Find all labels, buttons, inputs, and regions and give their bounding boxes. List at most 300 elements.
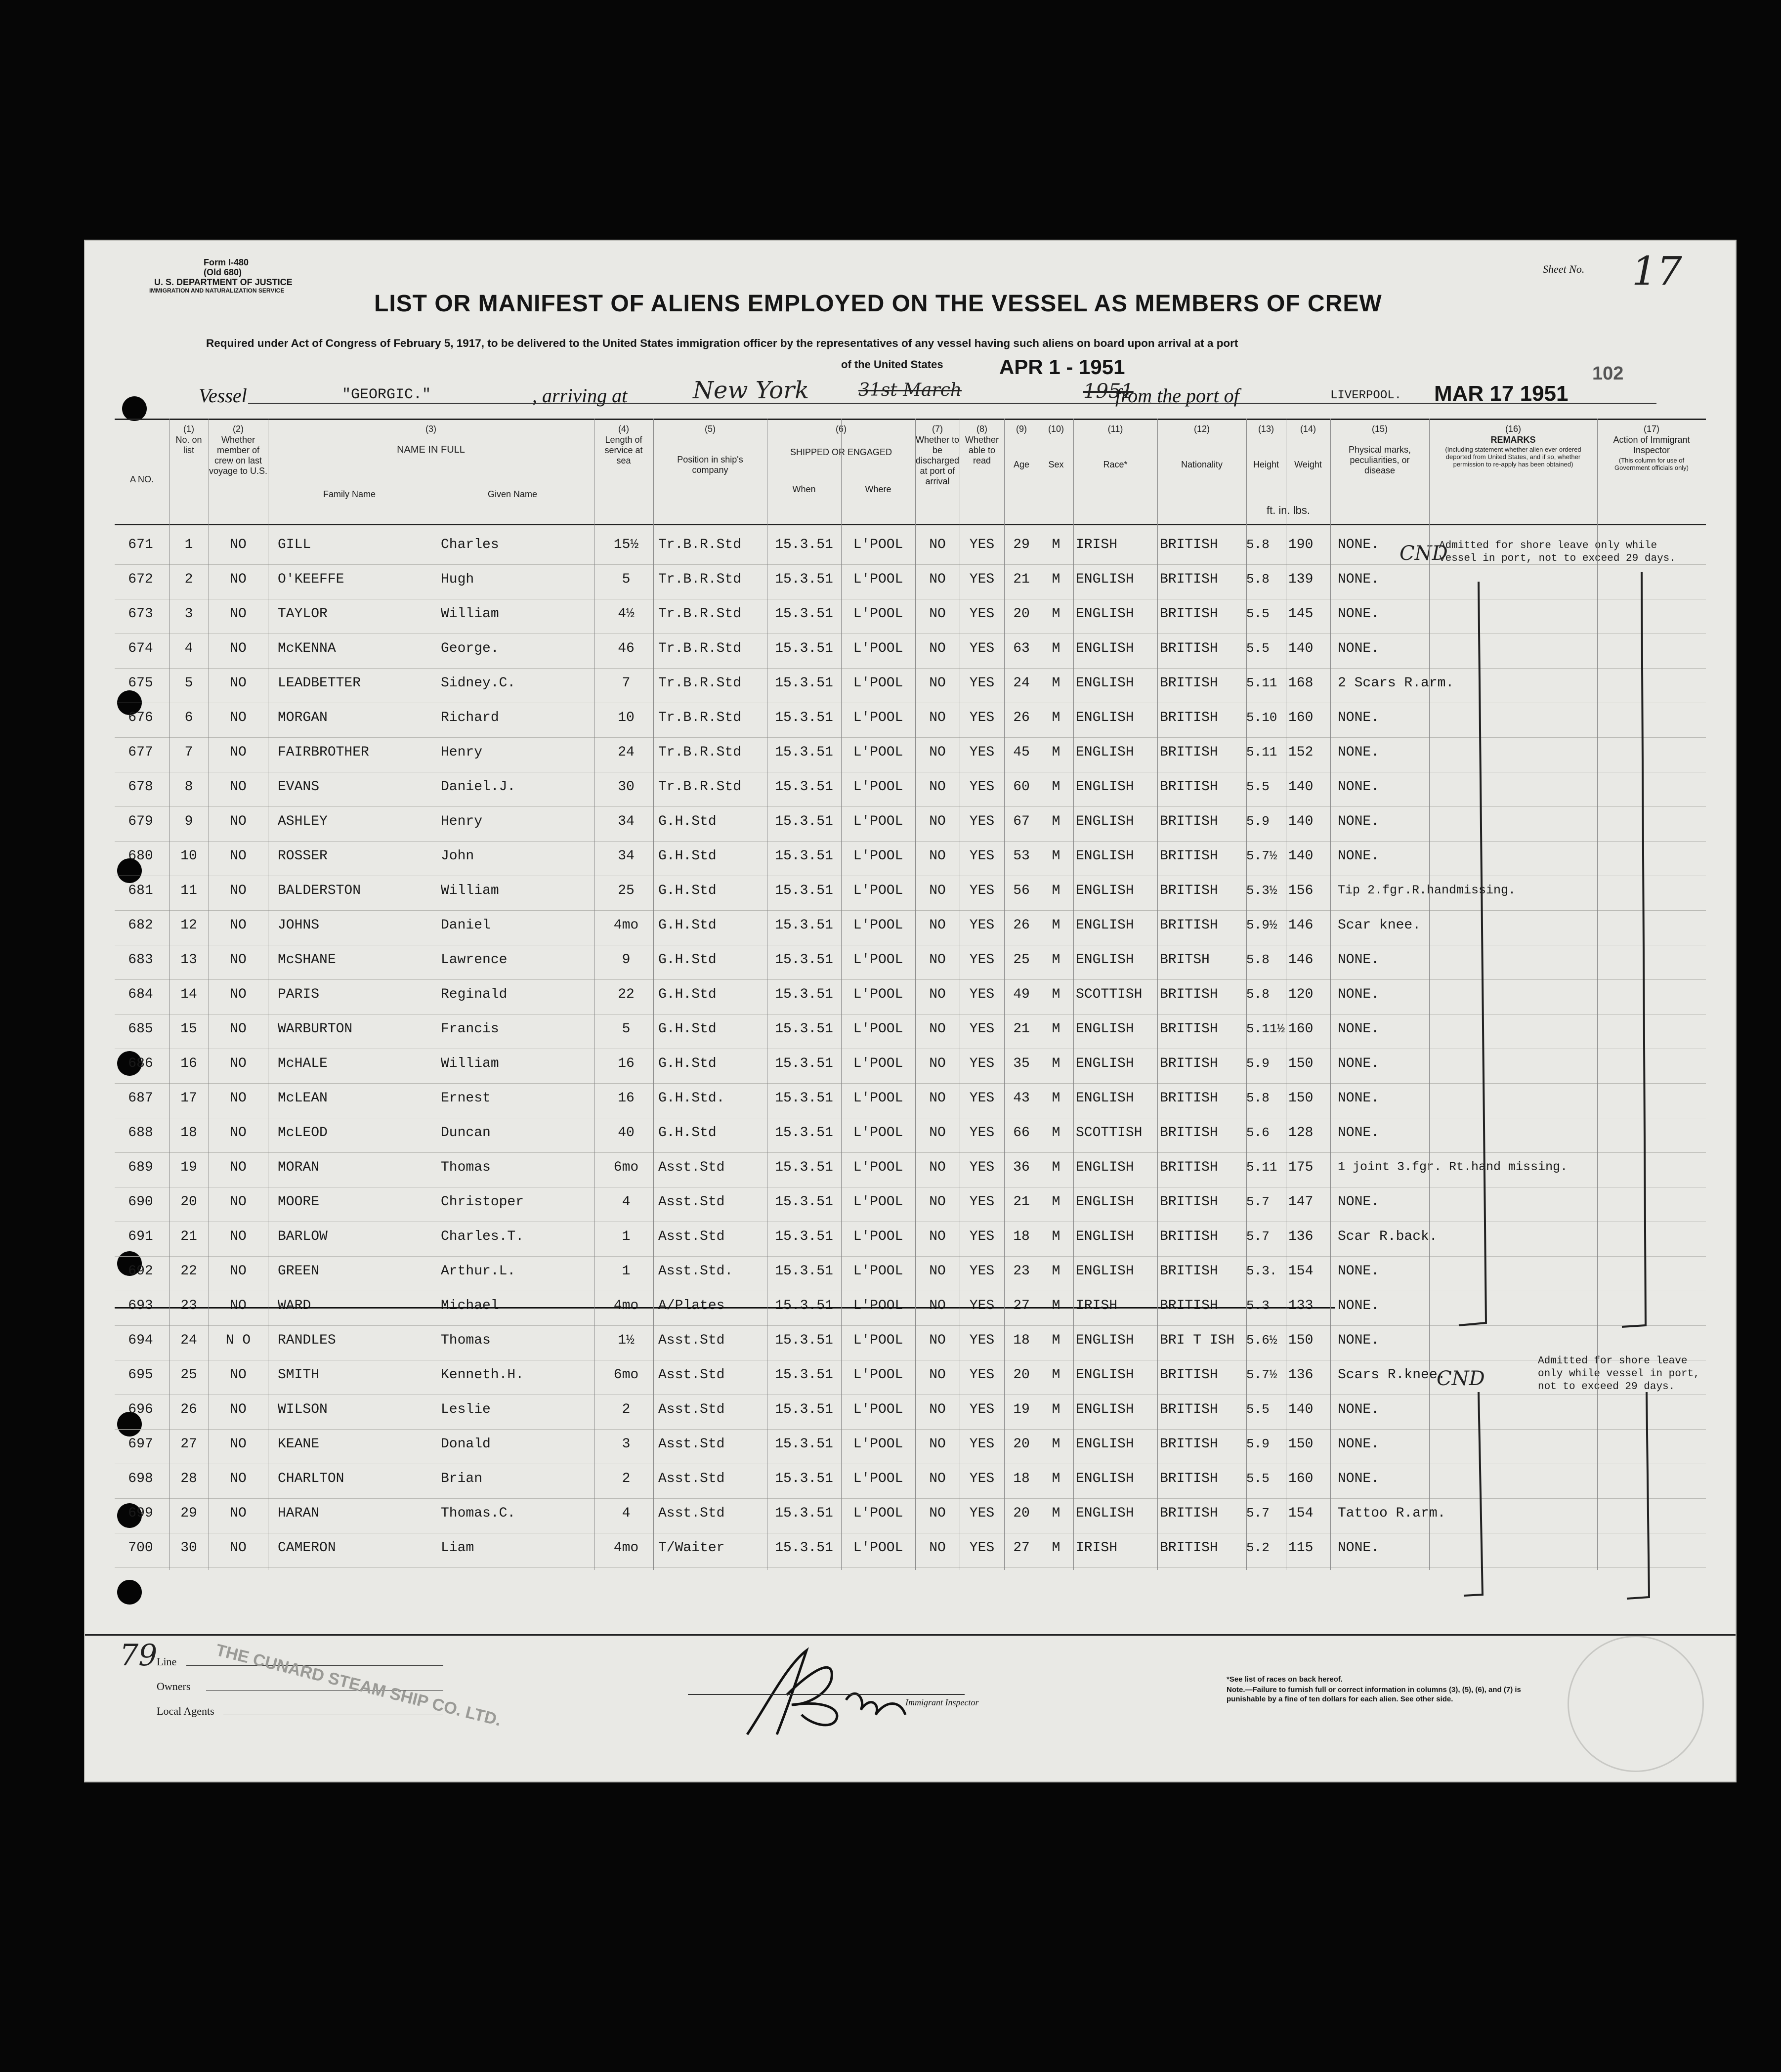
cell-prev-voyage: NO [230,1125,247,1141]
cell-service: 34 [618,814,635,829]
col-num-14: (14) [1300,424,1316,434]
cell-read: YES [969,1056,995,1071]
cell-height: 5.5 [1246,606,1270,621]
cell-sex: M [1052,745,1060,760]
cell-age: 21 [1013,572,1030,587]
cell-family-name: McHALE [278,1056,328,1071]
cell-service: 25 [618,883,635,898]
col-num-12: (12) [1193,424,1210,434]
cell-where: L'POOL [853,779,903,795]
cell-nationality: BRITISH [1160,537,1218,552]
cell-position: Tr.B.R.Std [658,537,742,552]
manifest-title: LIST OR MANIFEST OF ALIENS EMPLOYED ON THE VESSEL AS MEMBERS OF CREW [374,291,1382,317]
cell-read: YES [969,572,995,587]
cell-read: YES [969,1402,995,1417]
cell-a-no: 681 [128,883,153,898]
cell-where: L'POOL [853,1125,903,1141]
cell-read: YES [969,1125,995,1141]
cell-marks: 1 joint 3.fgr. Rt.hand missing. [1338,1160,1568,1174]
cell-race: ENGLISH [1076,1264,1134,1279]
cell-sex: M [1052,1333,1060,1348]
cell-service: 10 [618,710,635,725]
cell-sex: M [1052,1021,1060,1037]
cell-marks: NONE. [1338,710,1380,725]
departure-port: LIVERPOOL. [1330,389,1402,402]
cell-where: L'POOL [853,1437,903,1452]
cell-discharged: NO [929,1506,946,1521]
cell-race: ENGLISH [1076,814,1134,829]
cell-given-name: Thomas [441,1333,491,1348]
cell-where: L'POOL [853,1160,903,1175]
cell-prev-voyage: NO [230,745,247,760]
cell-service: 6mo [613,1367,639,1383]
cell-given-name: William [441,606,499,622]
cell-service: 5 [622,572,631,587]
cell-marks: NONE. [1338,606,1380,622]
cell-prev-voyage: NO [230,814,247,829]
cell-service: 7 [622,676,631,691]
cell-family-name: ASHLEY [278,814,328,829]
cell-discharged: NO [929,676,946,691]
col-head-8: Whether able to read [965,435,999,465]
cell-height: 5.11½ [1246,1021,1285,1036]
cell-service: 4½ [618,606,635,622]
cell-age: 20 [1013,1506,1030,1521]
cell-given-name: Charles [441,537,499,552]
cell-discharged: NO [929,641,946,656]
cell-prev-voyage: NO [230,1264,247,1279]
cell-no: 25 [180,1367,197,1383]
cell-age: 26 [1013,918,1030,933]
cell-where: L'POOL [853,1540,903,1556]
cell-position: Tr.B.R.Std [658,745,742,760]
cell-given-name: Kenneth.H. [441,1367,524,1383]
cell-sex: M [1052,1194,1060,1210]
cell-read: YES [969,710,995,725]
cell-sex: M [1052,848,1060,864]
cell-position: G.H.Std [658,1021,717,1037]
cell-no: 30 [180,1540,197,1556]
cell-nationality: BRITISH [1160,814,1218,829]
bracket-marks [85,241,1736,1781]
cell-nationality: BRI T ISH [1160,1333,1235,1348]
cell-position: Tr.B.R.Std [658,606,742,622]
cell-service: 4 [622,1194,631,1210]
cell-when: 15.3.51 [775,848,833,864]
cell-nationality: BRITISH [1160,918,1218,933]
cell-when: 15.3.51 [775,1021,833,1037]
cell-height: 5.6½ [1246,1333,1277,1348]
cell-when: 15.3.51 [775,779,833,795]
col-head-11: Race* [1103,460,1128,469]
cell-read: YES [969,952,995,968]
cell-where: L'POOL [853,1021,903,1037]
cell-discharged: NO [929,952,946,968]
cell-where: L'POOL [853,572,903,587]
col-num-7: (7) [932,424,943,434]
cell-family-name: HARAN [278,1506,320,1521]
cell-given-name: Lawrence [441,952,508,968]
cell-family-name: SMITH [278,1367,320,1383]
cell-where: L'POOL [853,1091,903,1106]
cell-age: 18 [1013,1471,1030,1486]
cell-a-no: 675 [128,676,153,691]
col-num-9: (9) [1016,424,1027,434]
cell-a-no: 692 [128,1264,153,1279]
cell-family-name: BARLOW [278,1229,328,1244]
cell-position: Asst.Std [658,1471,725,1486]
cell-nationality: BRITISH [1160,1125,1218,1141]
cell-position: G.H.Std. [658,1091,725,1106]
cell-service: 2 [622,1402,631,1417]
cell-read: YES [969,1194,995,1210]
cell-age: 18 [1013,1333,1030,1348]
cell-when: 15.3.51 [775,1160,833,1175]
cell-nationality: BRITISH [1160,1437,1218,1452]
cell-family-name: JOHNS [278,918,320,933]
cell-weight: 146 [1288,918,1314,933]
cell-prev-voyage: NO [230,572,247,587]
cell-service: 1 [622,1264,631,1279]
cell-prev-voyage: NO [230,710,247,725]
cell-race: ENGLISH [1076,883,1134,898]
cell-race: ENGLISH [1076,1437,1134,1452]
cell-given-name: Hugh [441,572,474,587]
cell-family-name: WARBURTON [278,1021,353,1037]
cell-height: 5.11 [1246,745,1277,760]
cell-marks: Tip 2.fgr.R.handmissing. [1338,883,1516,897]
cell-position: Tr.B.R.Std [658,572,742,587]
cell-prev-voyage: NO [230,1437,247,1452]
cell-given-name: Liam [441,1540,474,1556]
col-head-16: REMARKS [1490,435,1536,445]
cell-height: 5.2 [1246,1540,1270,1555]
cell-where: L'POOL [853,918,903,933]
cell-prev-voyage: NO [230,1021,247,1037]
cell-service: 2 [622,1471,631,1486]
cell-marks: NONE. [1338,1125,1380,1141]
cell-no: 3 [184,606,193,622]
cell-weight: 156 [1288,883,1314,898]
cell-prev-voyage: NO [230,987,247,1002]
cell-race: ENGLISH [1076,606,1134,622]
cell-where: L'POOL [853,1506,903,1521]
cell-height: 5.9 [1246,1437,1270,1451]
cell-age: 43 [1013,1091,1030,1106]
cell-position: Asst.Std. [658,1264,733,1279]
col-head-14: Weight [1294,460,1322,469]
cell-marks: NONE. [1338,1264,1380,1279]
cell-marks: NONE. [1338,987,1380,1002]
col-num-17: (17) [1643,424,1659,434]
cell-weight: 152 [1288,745,1314,760]
cell-nationality: BRITISH [1160,1402,1218,1417]
cell-no: 24 [180,1333,197,1348]
cell-family-name: FAIRBROTHER [278,745,369,760]
cell-age: 20 [1013,1437,1030,1452]
cell-where: L'POOL [853,987,903,1002]
form-old-number: (Old 680) [204,267,242,277]
department: U. S. DEPARTMENT OF JUSTICE [154,277,293,287]
cell-discharged: NO [929,537,946,552]
cell-given-name: Francis [441,1021,499,1037]
cell-position: G.H.Std [658,814,717,829]
cell-race: ENGLISH [1076,641,1134,656]
cell-marks: NONE. [1338,848,1380,864]
col-head-17: Action of Immigrant Inspector [1613,435,1690,455]
cell-a-no: 684 [128,987,153,1002]
cell-read: YES [969,848,995,864]
cell-a-no: 699 [128,1506,153,1521]
cell-age: 45 [1013,745,1030,760]
cell-age: 67 [1013,814,1030,829]
cell-family-name: CAMERON [278,1540,336,1556]
cell-height: 5.8 [1246,952,1270,967]
seal-stamp [1568,1636,1704,1772]
cell-marks: NONE. [1338,952,1380,968]
cell-age: 19 [1013,1402,1030,1417]
cell-prev-voyage: NO [230,952,247,968]
cell-prev-voyage: NO [230,1506,247,1521]
cell-height: 5.5 [1246,779,1270,794]
cell-nationality: BRITISH [1160,1021,1218,1037]
footer [85,1634,1736,1774]
cell-age: 56 [1013,883,1030,898]
cell-sex: M [1052,676,1060,691]
cell-given-name: Duncan [441,1125,491,1141]
cell-position: G.H.Std [658,1056,717,1071]
cell-prev-voyage: NO [230,1160,247,1175]
cell-discharged: NO [929,745,946,760]
cell-when: 15.3.51 [775,1471,833,1486]
cell-nationality: BRITISH [1160,1506,1218,1521]
cell-position: Asst.Std [658,1333,725,1348]
cell-race: ENGLISH [1076,779,1134,795]
cell-position: Tr.B.R.Std [658,779,742,795]
cell-where: L'POOL [853,641,903,656]
cell-given-name: Charles.T. [441,1229,524,1244]
col-head-15: Physical marks, peculiarities, or disease [1348,445,1411,475]
cell-sex: M [1052,572,1060,587]
cell-height: 5.5 [1246,1402,1270,1417]
inspector-label: Immigrant Inspector [905,1697,979,1707]
date-stamp-apr: APR 1 - 1951 [999,355,1125,379]
cell-nationality: BRITISH [1160,745,1218,760]
cell-weight: 160 [1288,710,1314,725]
cell-weight: 154 [1288,1506,1314,1521]
cell-marks: 2 Scars R.arm. [1338,676,1454,691]
cell-no: 7 [184,745,193,760]
cell-position: Asst.Std [658,1160,725,1175]
cell-no: 20 [180,1194,197,1210]
cell-race: ENGLISH [1076,1194,1134,1210]
cell-a-no: 691 [128,1229,153,1244]
cell-height: 5.5 [1246,1471,1270,1486]
cell-age: 21 [1013,1194,1030,1210]
arriving-port: New York [693,377,809,404]
cell-no: 11 [180,883,197,898]
cell-given-name: Sidney.C. [441,676,516,691]
cell-race: ENGLISH [1076,1229,1134,1244]
cell-service: 9 [622,952,631,968]
cell-given-name: Thomas [441,1160,491,1175]
cell-race: ENGLISH [1076,918,1134,933]
cell-race: ENGLISH [1076,1367,1134,1383]
cell-service: 6mo [613,1160,639,1175]
cell-no: 9 [184,814,193,829]
col-num-13: (13) [1258,424,1274,434]
cell-given-name: Donald [441,1437,491,1452]
cell-nationality: BRITISH [1160,606,1218,622]
col-head-16-sub: (Including statement whether alien ever ordered deported from United States, and if so, whether permission to re-apply has been obtained) [1445,446,1581,468]
cell-sex: M [1052,1229,1060,1244]
cell-discharged: NO [929,1402,946,1417]
col-num-6: (6) [836,424,847,434]
cell-nationality: BRITISH [1160,1056,1218,1071]
cell-when: 15.3.51 [775,1333,833,1348]
cell-marks: NONE. [1338,814,1380,829]
cell-age: 60 [1013,779,1030,795]
cell-given-name: John [441,848,474,864]
cell-read: YES [969,987,995,1002]
cell-position: Tr.B.R.Std [658,710,742,725]
remarks-initials-1: CND [1399,542,1448,565]
col-head-17-sub: (This column for use of Government officials only) [1614,457,1689,471]
cell-weight: 128 [1288,1125,1314,1141]
cell-height: 5.7½ [1246,1367,1277,1382]
cell-given-name: Henry [441,745,483,760]
cell-prev-voyage: NO [230,641,247,656]
cell-discharged: NO [929,572,946,587]
cell-sex: M [1052,1125,1060,1141]
cell-family-name: ROSSER [278,848,328,864]
vessel-name: "GEORGIC." [342,386,431,403]
cell-discharged: NO [929,848,946,864]
cell-where: L'POOL [853,710,903,725]
cell-given-name: Reginald [441,987,508,1002]
cell-race: ENGLISH [1076,745,1134,760]
cell-height: 5.7 [1246,1229,1270,1244]
cell-position: A/Plates [658,1298,725,1313]
cell-service: 15½ [613,537,639,552]
cell-height: 5.7½ [1246,848,1277,863]
cell-read: YES [969,606,995,622]
cell-weight: 139 [1288,572,1314,587]
cell-race: ENGLISH [1076,676,1134,691]
company-stamp: THE CUNARD STEAM SHIP CO. LTD. [213,1641,504,1730]
cell-family-name: LEADBETTER [278,676,361,691]
cell-no: 18 [180,1125,197,1141]
cell-discharged: NO [929,1367,946,1383]
cell-discharged: NO [929,1125,946,1141]
cell-position: T/Waiter [658,1540,725,1556]
cell-given-name: William [441,1056,499,1071]
cell-where: L'POOL [853,1194,903,1210]
cell-nationality: BRITISH [1160,676,1218,691]
cell-marks: NONE. [1338,537,1380,552]
cell-family-name: TAYLOR [278,606,328,622]
owners-label: Owners [157,1680,191,1692]
cell-position: G.H.Std [658,987,717,1002]
cell-age: 20 [1013,606,1030,622]
cell-no: 1 [184,537,193,552]
cell-prev-voyage: NO [230,1298,247,1313]
cell-nationality: BRITISH [1160,883,1218,898]
cell-weight: 140 [1288,641,1314,656]
cell-weight: 115 [1288,1540,1314,1556]
cell-when: 15.3.51 [775,537,833,552]
cell-marks: Scar knee. [1338,918,1421,933]
cell-when: 15.3.51 [775,1506,833,1521]
cell-nationality: BRITISH [1160,1160,1218,1175]
cell-read: YES [969,537,995,552]
cell-a-no: 671 [128,537,153,552]
remarks-note-2: Admitted for shore leave only while vessel in port, not to exceed 29 days. [1538,1355,1700,1393]
cell-position: G.H.Std [658,1125,717,1141]
cell-given-name: Brian [441,1471,483,1486]
cell-read: YES [969,779,995,795]
cell-service: 1 [622,1229,631,1244]
cell-no: 8 [184,779,193,795]
cell-height: 5.3½ [1246,883,1277,898]
cell-read: YES [969,641,995,656]
cell-height: 5.9 [1246,814,1270,829]
cell-sex: M [1052,1264,1060,1279]
col-head-6a: When [792,484,816,494]
cell-weight: 150 [1288,1437,1314,1452]
cell-age: 24 [1013,676,1030,691]
cell-height: 5.8 [1246,987,1270,1002]
cell-a-no: 694 [128,1333,153,1348]
cell-marks: Tattoo R.arm. [1338,1506,1446,1521]
cell-discharged: NO [929,1160,946,1175]
cell-when: 15.3.51 [775,987,833,1002]
cell-prev-voyage: NO [230,606,247,622]
cell-a-no: 700 [128,1540,153,1556]
cell-given-name: William [441,883,499,898]
cell-no: 10 [180,848,197,864]
col-num-4: (4) [618,424,629,434]
cell-age: 35 [1013,1056,1030,1071]
cell-a-no: 678 [128,779,153,795]
cell-family-name: GILL [278,537,311,552]
cell-given-name: Richard [441,710,499,725]
cell-position: Asst.Std [658,1506,725,1521]
cell-read: YES [969,1367,995,1383]
cell-service: 3 [622,1437,631,1452]
col-head-6: SHIPPED OR ENGAGED [790,447,892,457]
cell-height: 5.5 [1246,641,1270,656]
cell-family-name: PARIS [278,987,320,1002]
cell-family-name: MOORE [278,1194,320,1210]
inspector-underline [688,1694,965,1695]
cell-nationality: BRITISH [1160,779,1218,795]
cell-race: ENGLISH [1076,1506,1134,1521]
sheet-label: Sheet No. [1543,263,1585,275]
vessel-label: Vessel [199,384,247,407]
cell-height: 5.6 [1246,1125,1270,1140]
date-stamp-mar: MAR 17 1951 [1434,381,1569,406]
cell-when: 15.3.51 [775,676,833,691]
cell-nationality: BRITISH [1160,987,1218,1002]
cell-position: Tr.B.R.Std [658,676,742,691]
cell-read: YES [969,1298,995,1313]
cell-weight: 154 [1288,1264,1314,1279]
form-number: Form I-480 [204,257,249,267]
cell-a-no: 693 [128,1298,153,1313]
cell-a-no: 680 [128,848,153,864]
cell-read: YES [969,1437,995,1452]
